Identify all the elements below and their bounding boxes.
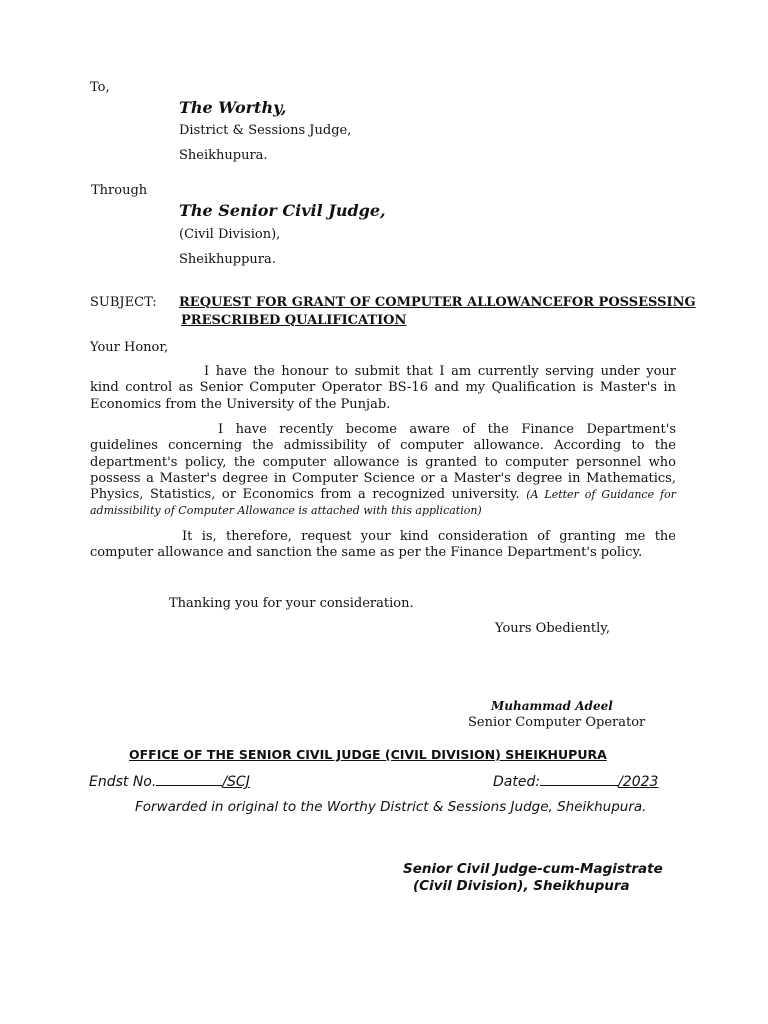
paragraph-2-text: I have recently become aware of the Finance Department's guidelines concerning the admissibility of computer allowance. According to the department's policy, the computer allowance is granted to computer personnel who possess a Master's degree in Computer Science or a Master's degree in Mathematics, Physics, Statistics, or Economics from a recognized university.	[90, 422, 676, 503]
thanks-line: Thanking you for your consideration.	[169, 596, 414, 611]
subject-label: SUBJECT:	[90, 295, 157, 310]
salutation: Your Honor,	[90, 340, 169, 355]
endst-blank	[156, 773, 222, 786]
to-line2: Sheikhupura.	[179, 148, 268, 163]
office-heading: OFFICE OF THE SENIOR CIVIL JUDGE (CIVIL DIVISION) SHEIKHUPURA	[129, 747, 607, 762]
to-label: To,	[90, 80, 110, 95]
subject-line1: REQUEST FOR GRANT OF COMPUTER ALLOWANCEFOR POSSESSING	[179, 295, 696, 310]
paragraph-1: I have the honour to submit that I am currently serving under your kind control as Senior Computer Operator BS-16 and my Qualification is Master's in Economics from the University of the Punjab.	[90, 364, 676, 412]
judge-sign-line2: (Civil Division), Sheikhupura	[413, 878, 630, 894]
paragraph-2-note: (A Letter of Guidance for admissibility of Computer Allowance is attached with this application)	[90, 488, 676, 518]
forwarded-line: Forwarded in original to the Worthy District & Sessions Judge, Sheikhupura.	[135, 799, 647, 815]
endst-suffix: /SCJ	[222, 774, 250, 790]
signatory-name: Muhammad Adeel	[491, 699, 613, 713]
through-line2: Sheikhuppura.	[179, 252, 276, 267]
to-title: The Worthy,	[179, 98, 287, 117]
dated-label: Dated:	[493, 774, 541, 790]
endst-label: Endst No.	[89, 774, 157, 790]
judge-sign-line1: Senior Civil Judge-cum-Magistrate	[403, 861, 663, 877]
subject-line2: PRESCRIBED QUALIFICATION	[181, 313, 407, 328]
endst-number	[89, 773, 250, 790]
dated-field	[493, 773, 658, 790]
paragraph-2	[90, 422, 676, 520]
closing-line: Yours Obediently,	[495, 621, 611, 636]
through-title: The Senior Civil Judge,	[179, 201, 386, 220]
through-label: Through	[91, 183, 148, 198]
dated-blank	[540, 773, 618, 786]
to-line1: District & Sessions Judge,	[179, 123, 352, 138]
through-line1: (Civil Division),	[179, 227, 281, 242]
signatory-designation: Senior Computer Operator	[468, 715, 646, 730]
paragraph-3: It is, therefore, request your kind consideration of granting me the computer allowance and sanction the same as per the Finance Department's policy.	[90, 529, 676, 561]
dated-suffix: /2023	[618, 774, 659, 790]
